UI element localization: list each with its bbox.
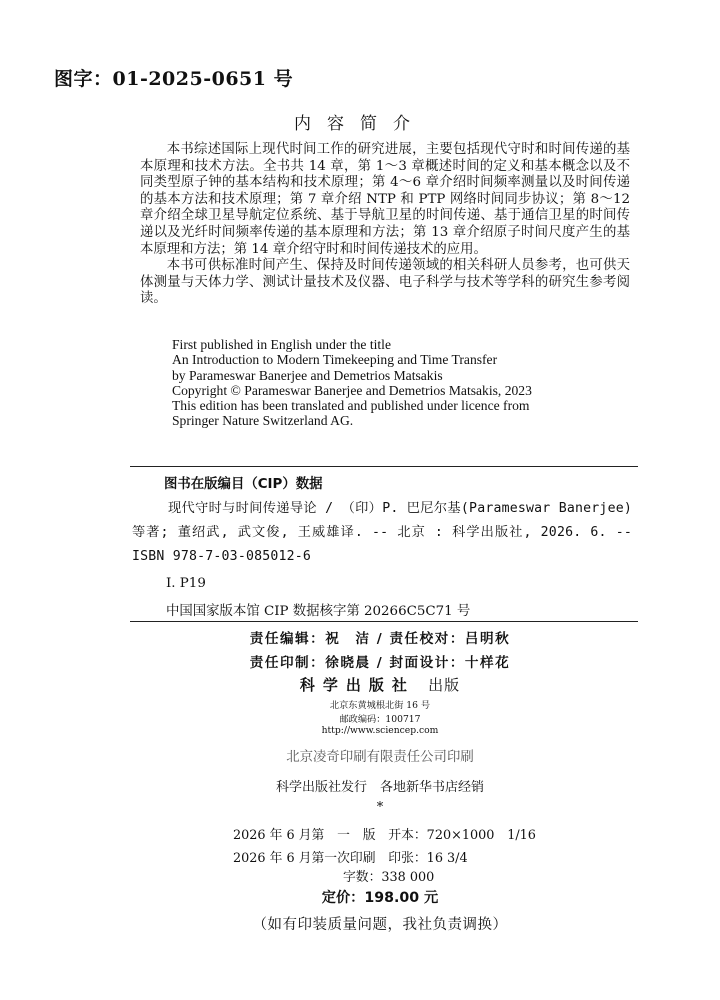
publisher-address: 北京东黄城根北街 16 号 (329, 700, 431, 711)
english-line: Springer Nature Switzerland AG. (172, 413, 354, 429)
publisher-postcode: 邮政编码：100717 (339, 714, 421, 725)
english-line: Copyright © Parameswar Banerjee and Demetrios Matsakis, 2023 (172, 382, 532, 398)
english-line: by Parameswar Banerjee and Demetrios Matsakis (172, 367, 443, 383)
word-count: 字数：338 000 (343, 870, 435, 885)
cip-top-divider (130, 466, 638, 467)
cip-record (132, 497, 632, 569)
publisher-website: http://www.sciencep.com (321, 725, 439, 736)
publisher-suffix: 出版 (428, 676, 461, 694)
intro-paragraph: 本书可供标准时间产生、保持及时间传递领域的相关科研人员参考，也可供天体测量与天体力学、测试计量技术及仪器、电子科学与技术等学科的研究生参考阅读。 (140, 258, 630, 307)
publisher-line (130, 674, 630, 695)
cip-bottom-divider (130, 621, 638, 622)
english-copyright-notice (172, 337, 642, 429)
registration-number: 图字：01-2025-0651 号 (54, 68, 294, 90)
edition-line: 2026 年 6 月第 一 版 开本：720×1000 1/16 (233, 828, 536, 843)
cip-classification: Ⅰ. P19 (166, 576, 206, 591)
english-line: An Introduction to Modern Timekeeping and Time Transfer (172, 352, 498, 368)
cip-verification: 中国国家版本馆 CIP 数据核字第 20266C5C71 号 (166, 604, 471, 619)
intro-title: 内容简介 (294, 114, 426, 134)
distribution-line: 科学出版社发行 各地新华书店经销 (275, 780, 484, 795)
english-line: First published in English under the title (172, 337, 391, 352)
price: 定价：198.00 元 (321, 890, 439, 906)
english-line: This edition has been translated and published under licence from (172, 398, 530, 414)
cip-title: 图书在版编目（CIP）数据 (164, 477, 323, 492)
production-credits: 责任印制：徐晓晨 / 封面设计：十样花 (249, 655, 511, 671)
printer-line: 北京凌奇印刷有限责任公司印刷 (286, 750, 474, 765)
editor-credits: 责任编辑：祝 洁 / 责任校对：吕明秋 (249, 631, 511, 647)
printing-line: 2026 年 6 月第一次印刷 印张：16 3/4 (233, 851, 468, 866)
quality-notice: （如有印装质量问题，我社负责调换） (252, 917, 508, 933)
intro-paragraph: 本书综述国际上现代时间工作的研究进展，主要包括现代守时和时间传递的基本原理和技术方法。全书共 14 章，第 1～3 章概述时间的定义和基本概念以及不同类型原子钟的基本结构和技术原理；第 4～6 章介绍时间频率测量以及时间传递的基本方法和技术原理；第 7 章介绍 NTP 和 PTP 网络时间同步协议；第 8～12 章介绍全球卫星导航定位系统、基于导航卫星的时间传递、基于通信卫星的时间传递以及光纤时间频率传递的基本原理和方法；第 13 章介绍原子时间尺度产生的基本原理和方法；第 14 章介绍守时和时间传递技术的应用。 (140, 142, 630, 257)
separator-asterisk: * (376, 800, 384, 815)
intro-body (140, 142, 630, 308)
cip-record-text: 现代守时与时间传递导论 / （印）P. 巴尼尔基(Parameswar Banerjee)等著; 董绍武, 武文俊, 王威雄译. -- 北京 : 科学出版社, 2026. 6. -- ISBN 978-7-03-085012-6 (132, 501, 632, 564)
publisher-logo-name: 科学出版社 (299, 676, 415, 694)
